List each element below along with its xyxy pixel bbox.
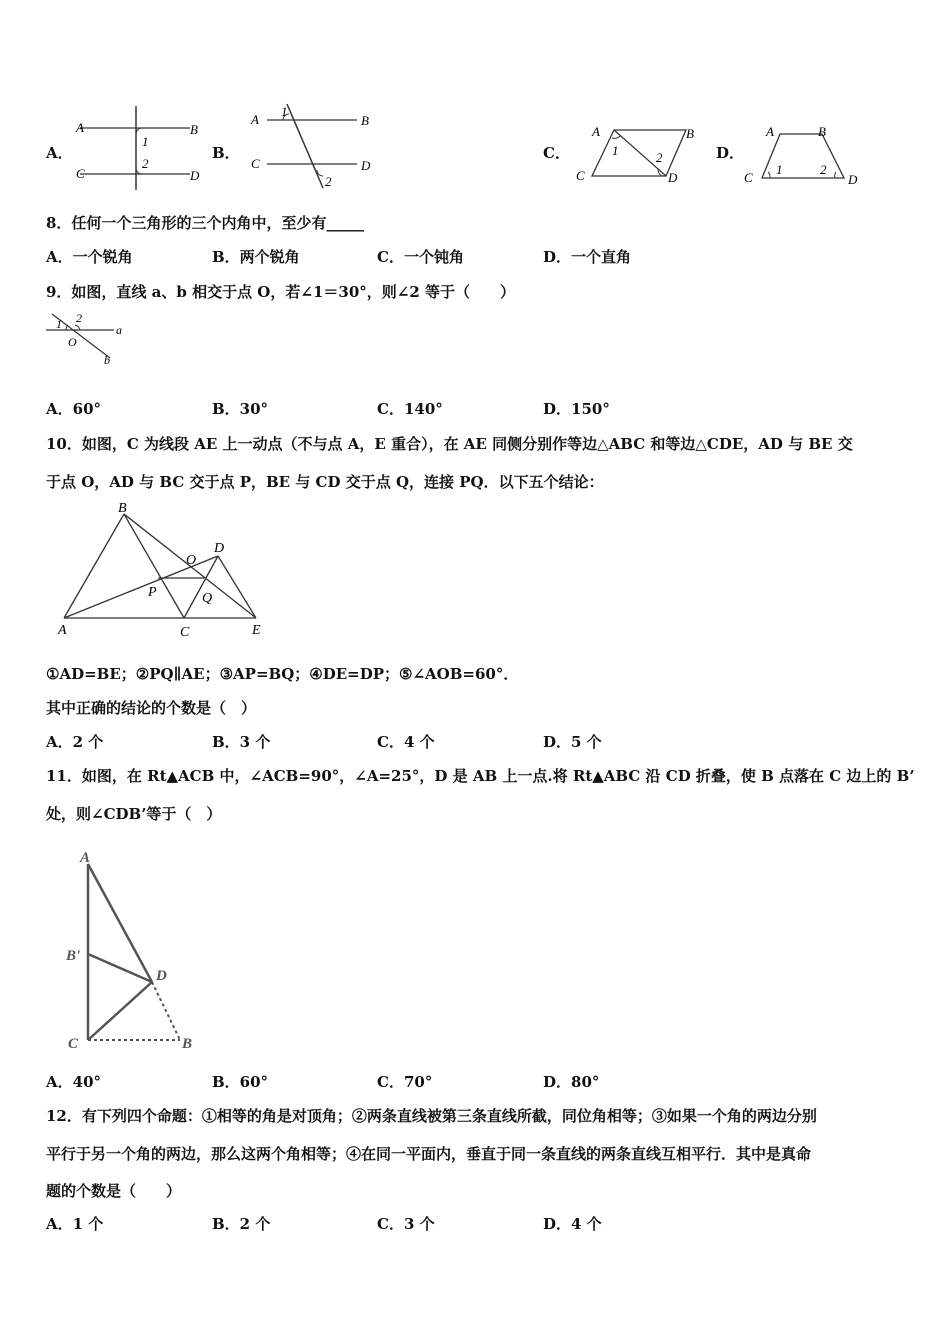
q10-stem-line2: 于点 O，AD 与 BC 交于点 P，BE 与 CD 交于点 Q，连接 PQ．以下五个结论： xyxy=(46,473,604,491)
fig-b-label-1: 1 xyxy=(281,104,288,119)
q11-fig-label-C: C xyxy=(68,1036,79,1052)
q9-option-c[interactable]: C．140° xyxy=(377,400,443,418)
q11-option-a[interactable]: A．40° xyxy=(46,1073,102,1091)
fig-a-label-1: 1 xyxy=(142,134,149,149)
q9-option-d[interactable]: D．150° xyxy=(543,400,610,418)
q7-option-b-label: B． xyxy=(212,144,240,162)
q10-fig-label-O: O xyxy=(186,553,197,568)
q9-fig-label-O: O xyxy=(68,335,77,349)
q10-fig-label-A: A xyxy=(58,623,67,638)
fig-d-label-D: D xyxy=(848,172,858,187)
q9-fig-label-2: 2 xyxy=(76,311,82,325)
q7-option-a-label: A． xyxy=(46,144,73,162)
q8-option-c[interactable]: C．一个钝角 xyxy=(377,248,464,266)
q10-stem-line1: 10．如图，C 为线段 AE 上一动点（不与点 A，E 重合），在 AE 同侧分别作等边△ABC 和等边△CDE，AD 与 BE 交 xyxy=(46,435,853,453)
fig-b-label-B: B xyxy=(361,113,369,128)
q11-fig-label-B1: B' xyxy=(66,948,81,964)
fig-a-label-2: 2 xyxy=(142,156,149,171)
q9-fig-label-b: b xyxy=(104,353,110,367)
q10-fig-label-P: P xyxy=(148,585,157,600)
fig-c-label-D: D xyxy=(668,170,678,185)
q10-option-a[interactable]: A．2 个 xyxy=(46,733,104,751)
q9-figure xyxy=(44,308,129,368)
q10-fig-label-E: E xyxy=(252,623,261,638)
q8-option-d[interactable]: D．一个直角 xyxy=(543,248,632,266)
q11-option-c[interactable]: C．70° xyxy=(377,1073,433,1091)
q12-option-d[interactable]: D．4 个 xyxy=(543,1215,602,1233)
q8-option-b[interactable]: B．两个锐角 xyxy=(212,248,300,266)
fig-d-label-B: B xyxy=(818,124,826,139)
q7-figure-c xyxy=(570,120,705,188)
q9-fig-label-a: a xyxy=(116,323,122,337)
fig-b-label-A: A xyxy=(251,112,259,127)
fig-c-label-1: 1 xyxy=(612,143,619,158)
fig-d-label-C: C xyxy=(744,170,753,185)
q10-conclusions: ①AD=BE；②PQ∥AE；③AP=BQ；④DE=DP；⑤∠AOB=60°． xyxy=(46,665,519,683)
fig-a-label-B: B xyxy=(190,122,198,137)
q10-figure xyxy=(52,498,277,643)
q10-question: 其中正确的结论的个数是（ ） xyxy=(46,699,257,717)
q8-option-a[interactable]: A．一个锐角 xyxy=(46,248,133,266)
q12-stem-line2: 平行于另一个角的两边，那么这两个角相等；④在同一平面内，垂直于同一条直线的两条直线互相平行．其中是真命 xyxy=(46,1145,812,1163)
q11-stem-line2: 处，则∠CDB’等于（ ） xyxy=(46,805,222,823)
q11-stem-line1: 11．如图，在 Rt▲ACB 中，∠ACB=90°，∠A=25°，D 是 AB 上一点.将 Rt▲ABC 沿 CD 折叠，使 B 点落在 C 边上的 B’ xyxy=(46,767,915,785)
q11-option-d[interactable]: D．80° xyxy=(543,1073,600,1091)
fig-d-label-A: A xyxy=(766,124,774,139)
q10-fig-label-B: B xyxy=(118,501,127,516)
fig-d-label-2: 2 xyxy=(820,162,827,177)
q8-stem: 8．任何一个三角形的三个内角中，至少有_____ xyxy=(46,214,364,232)
q9-option-a[interactable]: A．60° xyxy=(46,400,102,418)
fig-b-label-D: D xyxy=(361,158,371,173)
q10-fig-label-Q: Q xyxy=(202,591,213,606)
fig-c-label-B: B xyxy=(686,126,694,141)
fig-b-label-C: C xyxy=(251,156,260,171)
q11-fig-label-D: D xyxy=(156,968,167,984)
fig-c-label-2: 2 xyxy=(656,150,663,165)
q9-fig-label-1: 1 xyxy=(56,317,62,331)
q12-option-b[interactable]: B．2 个 xyxy=(212,1215,271,1233)
fig-d-label-1: 1 xyxy=(776,162,783,177)
fig-a-label-C: C xyxy=(76,166,85,181)
q7-option-d-label: D． xyxy=(716,144,745,162)
q10-option-b[interactable]: B．3 个 xyxy=(212,733,271,751)
q9-option-b[interactable]: B．30° xyxy=(212,400,269,418)
q7-figure-a xyxy=(70,102,210,194)
q11-fig-label-B: B xyxy=(182,1036,193,1052)
q7-option-c-label: C． xyxy=(543,144,570,162)
q10-fig-label-D: D xyxy=(214,541,225,556)
q11-option-b[interactable]: B．60° xyxy=(212,1073,269,1091)
q10-fig-label-C: C xyxy=(180,625,190,640)
q11-fig-label-A: A xyxy=(80,850,91,866)
q7-figure-b xyxy=(245,100,385,192)
fig-a-label-A: A xyxy=(76,120,84,135)
q12-stem-line3: 题的个数是（ ） xyxy=(46,1182,182,1200)
q12-option-c[interactable]: C．3 个 xyxy=(377,1215,435,1233)
fig-c-label-A: A xyxy=(592,124,600,139)
fig-a-label-D: D xyxy=(190,168,200,183)
q11-figure xyxy=(60,842,210,1062)
q10-option-c[interactable]: C．4 个 xyxy=(377,733,435,751)
q9-stem: 9．如图，直线 a、b 相交于点 O，若∠1＝30°，则∠2 等于（ ） xyxy=(46,283,515,301)
q10-option-d[interactable]: D．5 个 xyxy=(543,733,602,751)
q12-stem-line1: 12．有下列四个命题：①相等的角是对顶角；②两条直线被第三条直线所截，同位角相等；③如果一个角的两边分别 xyxy=(46,1107,817,1125)
fig-b-label-2: 2 xyxy=(325,174,332,189)
q7-figure-d xyxy=(740,122,870,188)
q12-option-a[interactable]: A．1 个 xyxy=(46,1215,104,1233)
fig-c-label-C: C xyxy=(576,168,585,183)
